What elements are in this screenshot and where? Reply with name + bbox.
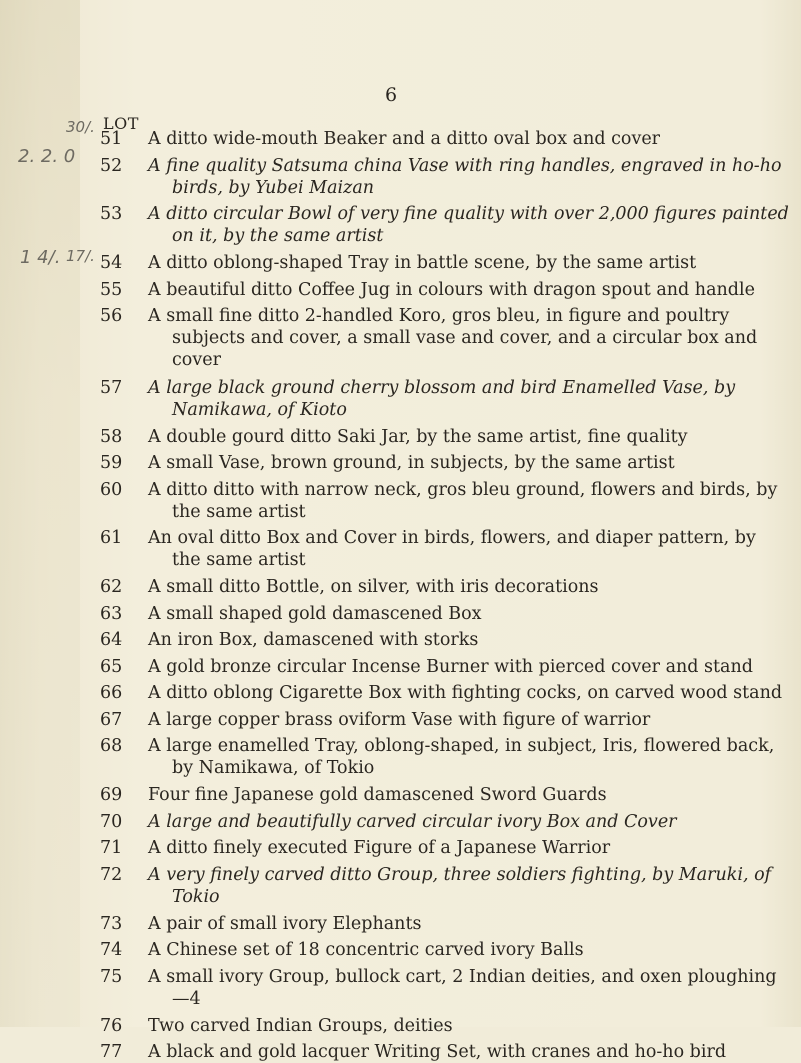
lot-description: [148, 527, 786, 571]
lot-description-line: Four fine Japanese gold damascened Sword Guards: [148, 785, 607, 806]
lot-number: 72: [100, 864, 123, 885]
lot-number: 60: [100, 479, 123, 500]
lot-number: 58: [100, 426, 123, 447]
lot-description-line: A large and beautifully carved circular ivory Box and Cover: [148, 811, 677, 832]
lot-description: [148, 709, 786, 731]
lot-description-line: the same artist: [172, 501, 306, 522]
lot-description-line: A small Vase, brown ground, in subjects, by the same artist: [148, 453, 675, 473]
lot-description-line: A Chinese set of 18 concentric carved ivory Balls: [148, 940, 584, 961]
pencil-note: 1 4/.: [20, 247, 61, 268]
lot-description: [148, 811, 786, 833]
lot-description: [148, 452, 786, 474]
lot-description-line: A ditto wide-mouth Beaker and a ditto oval box and cover: [148, 129, 661, 149]
lot-description-line: A very finely carved ditto Group, three soldiers fighting, by Maruki, of: [148, 864, 772, 885]
lot-description: [148, 966, 786, 1010]
lot-number: 68: [100, 736, 123, 757]
lot-description: [148, 837, 786, 859]
lot-description-line: A pair of small ivory Elephants: [148, 913, 422, 934]
lot-number: 69: [100, 785, 123, 806]
lot-number: 67: [100, 709, 123, 730]
lot-number: 53: [100, 204, 123, 225]
lot-description-line: A large enamelled Tray, oblong-shaped, in subject, Iris, flowered back,: [148, 736, 775, 757]
lot-description-line: A double gourd ditto Saki Jar, by the same artist, fine quality: [148, 426, 688, 447]
lot-number: 52: [100, 155, 123, 176]
lot-description-line: A small ivory Group, bullock cart, 2 Indian deities, and oxen ploughing: [148, 966, 777, 987]
lot-description: [148, 939, 786, 961]
lot-description-line: A small ditto Bottle, on silver, with iris decorations: [148, 577, 599, 598]
pencil-note: 30/.: [66, 118, 95, 136]
lot-description-line: A ditto ditto with narrow neck, gros bleu ground, flowers and birds, by: [148, 479, 778, 500]
lot-description: [148, 155, 786, 199]
lot-description: [148, 1041, 786, 1063]
lot-number: 54: [100, 253, 123, 274]
lot-number: 55: [100, 279, 123, 300]
lot-number: 64: [100, 630, 123, 651]
lot-description-line: cover: [172, 350, 221, 371]
lot-description-line: A fine quality Satsuma china Vase with ring handles, engraved in ho-ho: [148, 155, 782, 176]
lot-description-line: A black and gold lacquer Writing Set, with cranes and ho-ho bird: [148, 1042, 727, 1062]
pencil-note: 2. 2. 0: [18, 146, 76, 167]
lot-description: [148, 864, 786, 908]
lot-number: 73: [100, 913, 123, 934]
lot-description-line: An oval ditto Box and Cover in birds, flowers, and diaper pattern, by: [148, 528, 756, 549]
lot-description-line: Namikawa, of Kioto: [172, 399, 347, 420]
lot-description-line: A large copper brass oviform Vase with figure of warrior: [148, 709, 651, 730]
lot-number: 56: [100, 306, 123, 327]
lot-number: 65: [100, 656, 123, 677]
lot-number: 71: [100, 838, 123, 859]
lot-description-line: birds, by Yubei Maizan: [172, 177, 375, 198]
lot-description: [148, 682, 786, 704]
lot-description-line: A large black ground cherry blossom and bird Enamelled Vase, by: [148, 377, 736, 398]
lot-number: 75: [100, 966, 123, 987]
lot-description: [148, 252, 786, 274]
lot-description: [148, 784, 786, 806]
lot-description-line: An iron Box, damascened with storks: [148, 630, 479, 651]
lot-number: 77: [100, 1042, 123, 1062]
lot-description: [148, 479, 786, 523]
lot-description: [148, 656, 786, 678]
lot-description-line: A small shaped gold damascened Box: [148, 603, 482, 624]
lot-description: [148, 576, 786, 598]
lot-description-line: A ditto oblong Cigarette Box with fighting cocks, on carved wood stand: [148, 683, 783, 704]
lot-description-line: A beautiful ditto Coffee Jug in colours with dragon spout and handle: [148, 279, 755, 300]
lot-number: 61: [100, 528, 123, 549]
lot-description-line: Tokio: [172, 886, 220, 907]
lot-description-line: A gold bronze circular Incense Burner with pierced cover and stand: [148, 656, 753, 677]
lot-number: 62: [100, 577, 123, 598]
lot-number: 57: [100, 377, 123, 398]
lot-description-line: —4: [172, 988, 201, 1009]
lot-description-line: A ditto oblong-shaped Tray in battle scene, by the same artist: [148, 253, 697, 274]
lot-description: [148, 128, 786, 150]
lot-number: 74: [100, 940, 123, 961]
lot-number: 63: [100, 603, 123, 624]
lot-description: [148, 629, 786, 651]
lot-description: [148, 913, 786, 935]
lot-description-line: by Namikawa, of Tokio: [172, 758, 375, 779]
lot-description: [148, 203, 789, 247]
lot-description-line: Two carved Indian Groups, deities: [148, 1015, 453, 1036]
page-number: 6: [385, 84, 398, 106]
lot-description-line: on it, by the same artist: [172, 226, 384, 247]
lot-description-line: the same artist: [172, 550, 306, 571]
lot-description: [148, 426, 786, 448]
lot-description-line: subjects and cover, a small vase and cover, and a circular box and: [172, 328, 758, 349]
pencil-note: 17/.: [66, 247, 95, 265]
lot-number: 66: [100, 683, 123, 704]
lot-number: 59: [100, 453, 123, 473]
lot-column-header: LOT: [103, 114, 139, 133]
lot-description: [148, 377, 786, 421]
lot-number: 70: [100, 811, 123, 832]
lot-number: 51: [100, 129, 123, 149]
lot-description: [148, 1015, 786, 1037]
lot-description: [148, 603, 786, 625]
lot-number: 76: [100, 1015, 123, 1036]
lot-description-line: A ditto circular Bowl of very fine quality with over 2,000 figures painted: [148, 204, 789, 225]
lot-description: [148, 735, 786, 779]
lot-description-line: A ditto finely executed Figure of a Japanese Warrior: [148, 838, 611, 859]
lot-description-line: A small fine ditto 2-handled Koro, gros bleu, in figure and poultry: [148, 306, 730, 327]
lot-description: [148, 279, 786, 301]
lot-description: [148, 305, 786, 371]
